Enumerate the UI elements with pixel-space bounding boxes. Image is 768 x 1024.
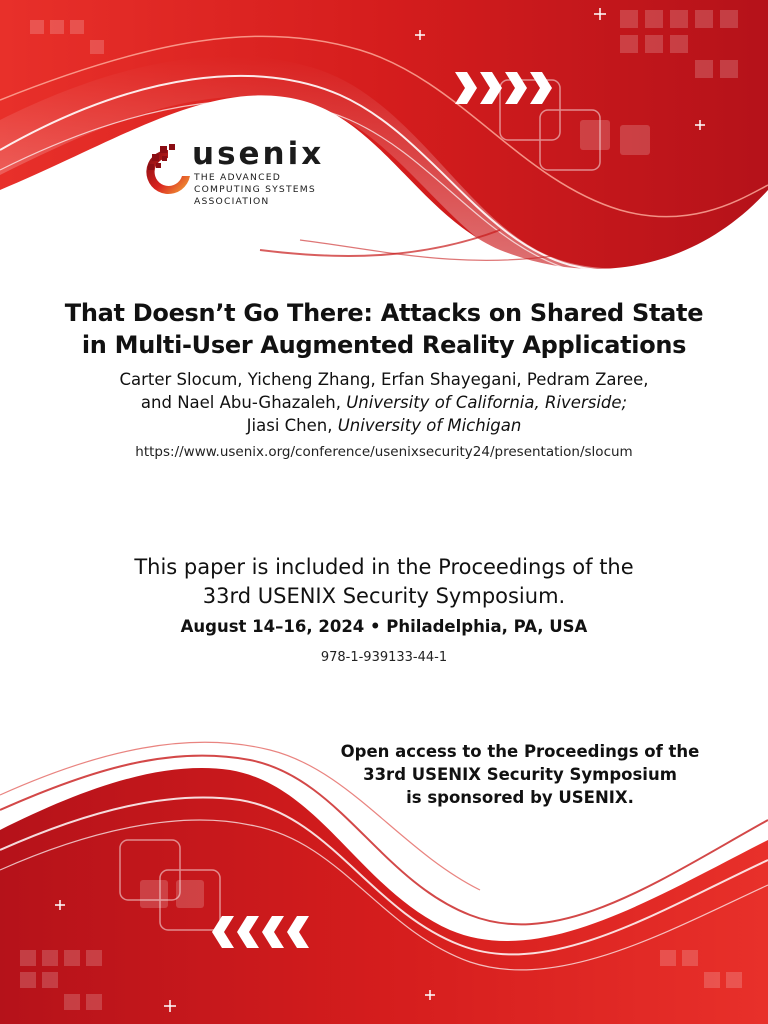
date-location: August 14–16, 2024 • Philadelphia, PA, USA [180, 617, 588, 636]
author-list [0, 368, 768, 437]
proceedings-statement [0, 553, 768, 611]
author-names: and Nael Abu-Ghazaleh, [140, 393, 347, 412]
usenix-logo-mark [146, 144, 190, 214]
usenix-logo [146, 136, 346, 220]
sponsor-line-1: Open access to the Proceedings of the [340, 742, 700, 761]
title-line-1: That Doesn’t Go There: Attacks on Shared State [64, 299, 704, 327]
tagline-line-1: THE ADVANCED [194, 172, 281, 183]
proceedings-line-2: 33rd USENIX Security Symposium. [202, 584, 566, 608]
tagline-line-3: ASSOCIATION [194, 196, 270, 207]
author-names: Jiasi Chen, [246, 416, 338, 435]
title-line-2: in Multi-User Augmented Reality Applications [81, 331, 687, 359]
sponsor-line-3: is sponsored by USENIX. [406, 788, 634, 807]
top-banner-graphic [0, 0, 768, 290]
presentation-link[interactable]: https://www.usenix.org/conference/usenixsecurity24/presentation/slocum [135, 444, 633, 460]
sponsor-line-2: 33rd USENIX Security Symposium [363, 765, 677, 784]
author-affiliation: University of California, Riverside; [346, 393, 628, 412]
authors-line-1: Carter Slocum, Yicheng Zhang, Erfan Shayegani, Pedram Zaree, [119, 370, 649, 389]
tagline-line-2: COMPUTING SYSTEMS [194, 184, 316, 195]
paper-title [0, 297, 768, 361]
usenix-tagline [194, 172, 316, 208]
usenix-wordmark: usenix [192, 136, 325, 172]
proceedings-line-1: This paper is included in the Proceedings of the [134, 555, 634, 579]
isbn: 978-1-939133-44-1 [320, 650, 448, 665]
authors-line-3 [0, 414, 768, 437]
open-access-sponsor-note [340, 740, 700, 809]
author-affiliation: University of Michigan [337, 416, 522, 435]
authors-line-2 [0, 391, 768, 414]
